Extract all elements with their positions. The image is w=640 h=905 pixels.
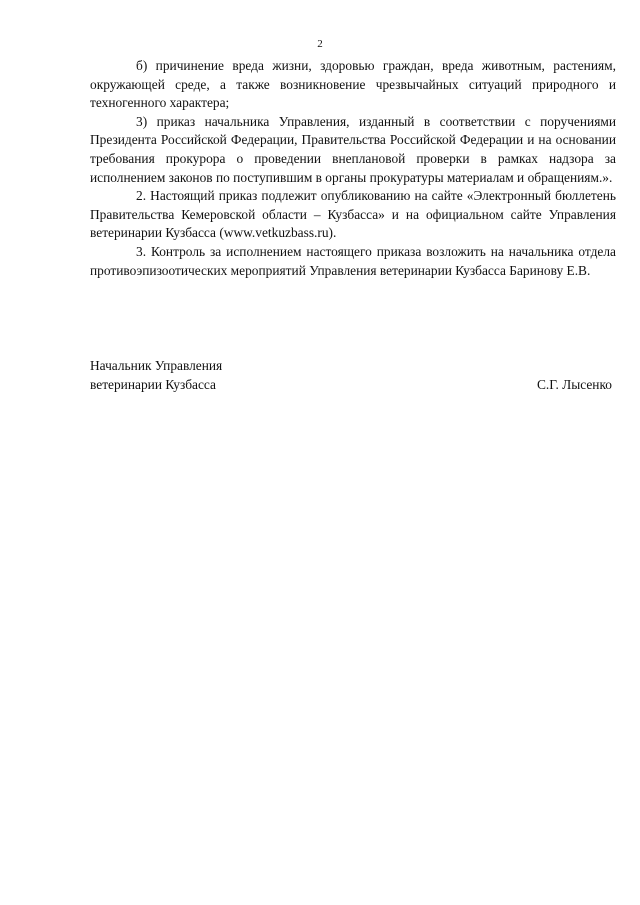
paragraph-order-clause: 3) приказ начальника Управления, изданный в соответствии с поручениями Президента Российской Федерации, Правительства Российской Федерации и на основании требования прокурора о проведении внеплановой проверки в рамках надзора за исполнением законов по поступившим в органы прокуратуры материалам и обращениям.». [90,113,616,185]
signatory-title-line2: ветеринарии Кузбасса [90,376,216,392]
page-number: 2 [317,38,323,50]
signatory-name: С.Г. Лысенко [536,376,612,392]
signature-line [90,376,616,395]
signature-block [90,357,616,394]
paragraph-publication: 2. Настоящий приказ подлежит опубликованию на сайте «Электронный бюллетень Правительства Кемеровской области – Кузбасса» и на официальном сайте Управления ветеринарии Кузбасса (www.vetkuzbass.ru). [90,188,616,241]
paragraph-harm-clause: б) причинение вреда жизни, здоровью граждан, вреда животным, растениям, окружающей среде, а также возникновение чрезвычайных ситуаций природного и техногенного характера; [90,58,616,111]
document-body [90,57,616,280]
paragraph-control: 3. Контроль за исполнением настоящего приказа возложить на начальника отдела противоэпизоотических мероприятий Управления ветеринарии Кузбасса Баринову Е.В. [90,243,616,278]
signatory-title-line1: Начальник Управления [90,358,223,373]
